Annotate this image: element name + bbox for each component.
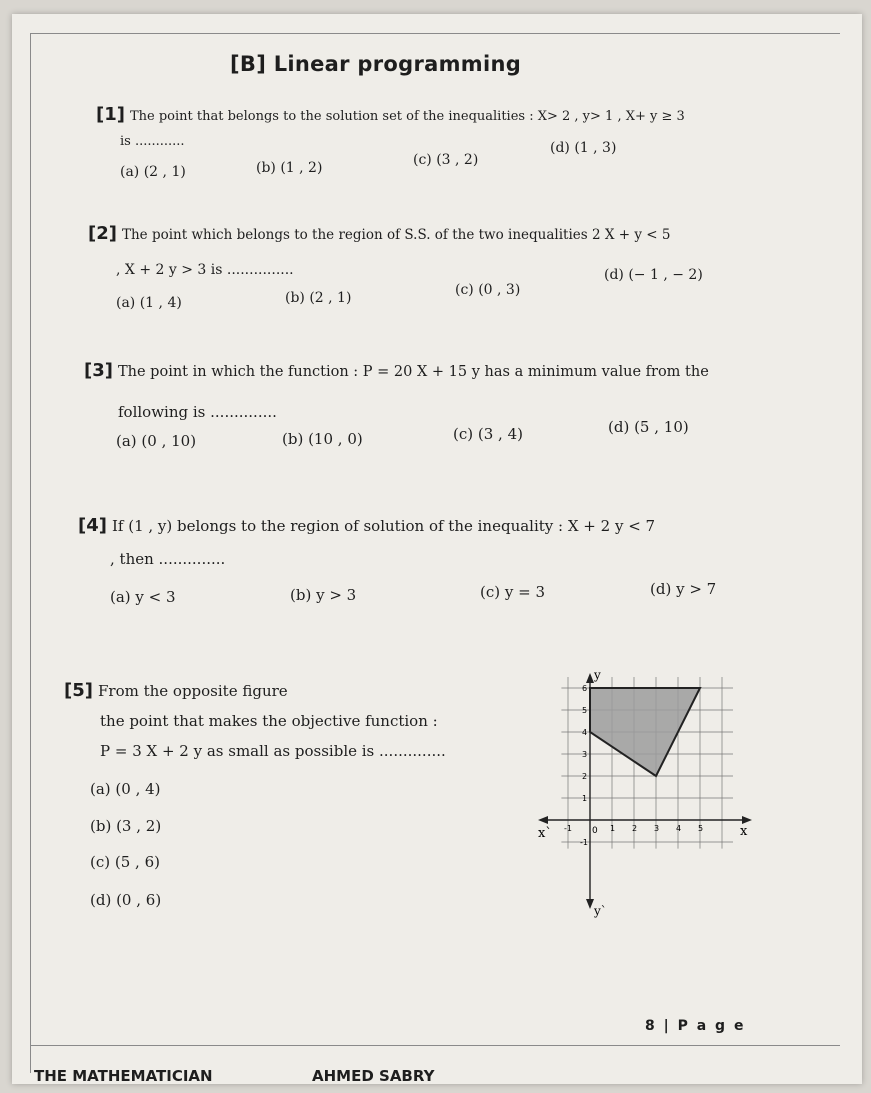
x-tick-label: 5 (698, 824, 704, 833)
question-2-option-d[interactable]: (d) (− 1 , − 2) (604, 267, 703, 283)
y-neg-axis-label: y` (594, 904, 607, 918)
y-tick-label: 5 (582, 706, 588, 715)
question-4-text: If (1 , y) belongs to the region of solution of the inequality : X + 2 y < 7 (111, 517, 656, 535)
question-2-option-c[interactable]: (c) (0 , 3) (455, 282, 521, 298)
question-1-blank: is ............ (120, 134, 185, 149)
question-4-option-b[interactable]: (b) y > 3 (290, 586, 357, 604)
question-3-option-d[interactable]: (d) (5 , 10) (608, 418, 689, 436)
question-4-option-d[interactable]: (d) y > 7 (650, 580, 717, 598)
question-2-option-a[interactable]: (a) (1 , 4) (116, 295, 182, 311)
page-frame-left-line (30, 33, 31, 1073)
y-tick-label: 2 (582, 772, 588, 781)
question-1 (96, 104, 685, 125)
x-neg-axis-arrow-icon (538, 816, 548, 824)
x-neg-axis-label: x` (538, 826, 552, 841)
x-tick-label-negative: -1 (564, 824, 572, 833)
question-3-number: [3] (84, 360, 113, 381)
footer-divider (30, 1045, 840, 1046)
y-tick-label-negative: -1 (580, 838, 588, 847)
x-axis-arrow-icon (742, 816, 752, 824)
question-3 (84, 360, 709, 381)
y-tick-label: 4 (582, 728, 588, 737)
y-axis-label: y (594, 668, 601, 682)
question-5-option-b[interactable]: (b) (3 , 2) (90, 817, 162, 835)
question-4-number: [4] (78, 515, 107, 536)
question-1-option-c[interactable]: (c) (3 , 2) (413, 152, 479, 168)
question-5-number: [5] (64, 680, 93, 701)
y-tick-label: 3 (582, 750, 588, 759)
x-axis-label: x (740, 824, 748, 839)
footer-author-name: AHMED SABRY (312, 1067, 435, 1085)
question-1-option-a[interactable]: (a) (2 , 1) (120, 164, 186, 180)
question-4-option-a[interactable]: (a) y < 3 (110, 588, 176, 606)
question-5-text: From the opposite figure (97, 682, 288, 700)
question-2-continuation: , X + 2 y > 3 is ............... (116, 262, 294, 278)
question-2-number: [2] (88, 223, 117, 244)
question-5-text-line3: P = 3 X + 2 y as small as possible is .............. (100, 742, 446, 760)
footer-author-title: THE MATHEMATICIAN (34, 1067, 213, 1085)
question-5 (64, 680, 288, 701)
x-tick-label: 2 (632, 824, 638, 833)
question-2 (88, 223, 670, 244)
question-1-number: [1] (96, 104, 125, 125)
question-1-option-d[interactable]: (d) (1 , 3) (550, 140, 617, 156)
question-1-text: The point that belongs to the solution set of the inequalities : X> 2 , y> 1 , X+ y ≥ 3 (129, 109, 685, 124)
question-3-blank: following is .............. (118, 403, 277, 421)
y-tick-label: 6 (582, 684, 588, 693)
x-tick-label: 4 (676, 824, 682, 833)
question-5-option-a[interactable]: (a) (0 , 4) (90, 780, 161, 798)
question-1-option-b[interactable]: (b) (1 , 2) (256, 160, 323, 176)
question-4-continuation: , then .............. (110, 550, 226, 568)
question-3-option-a[interactable]: (a) (0 , 10) (116, 432, 197, 450)
y-tick-label: 1 (582, 794, 588, 803)
question-2-text: The point which belongs to the region of S.S. of the two inequalities 2 X + y < 5 (121, 227, 671, 243)
question-5-option-d[interactable]: (d) (0 , 6) (90, 891, 162, 909)
section-title: [B] Linear programming (230, 52, 522, 76)
question-5-option-c[interactable]: (c) (5 , 6) (90, 853, 160, 871)
page-frame-top-line (30, 33, 840, 34)
question-3-option-b[interactable]: (b) (10 , 0) (282, 430, 363, 448)
question-3-option-c[interactable]: (c) (3 , 4) (453, 425, 523, 443)
question-4-option-c[interactable]: (c) y = 3 (480, 583, 545, 601)
origin-label: 0 (592, 826, 598, 836)
question-4 (78, 515, 655, 536)
y-axis-arrow-icon (586, 673, 594, 683)
feasible-region-graph (530, 665, 760, 920)
question-5-text-line2: the point that makes the objective function : (100, 712, 438, 730)
question-2-option-b[interactable]: (b) (2 , 1) (285, 290, 352, 306)
question-3-text: The point in which the function : P = 20 X + 15 y has a minimum value from the (117, 364, 709, 380)
x-tick-label: 1 (610, 824, 616, 833)
page-number: 8 | P a g e (645, 1018, 746, 1034)
x-tick-label: 3 (654, 824, 660, 833)
y-neg-axis-arrow-icon (586, 899, 594, 909)
